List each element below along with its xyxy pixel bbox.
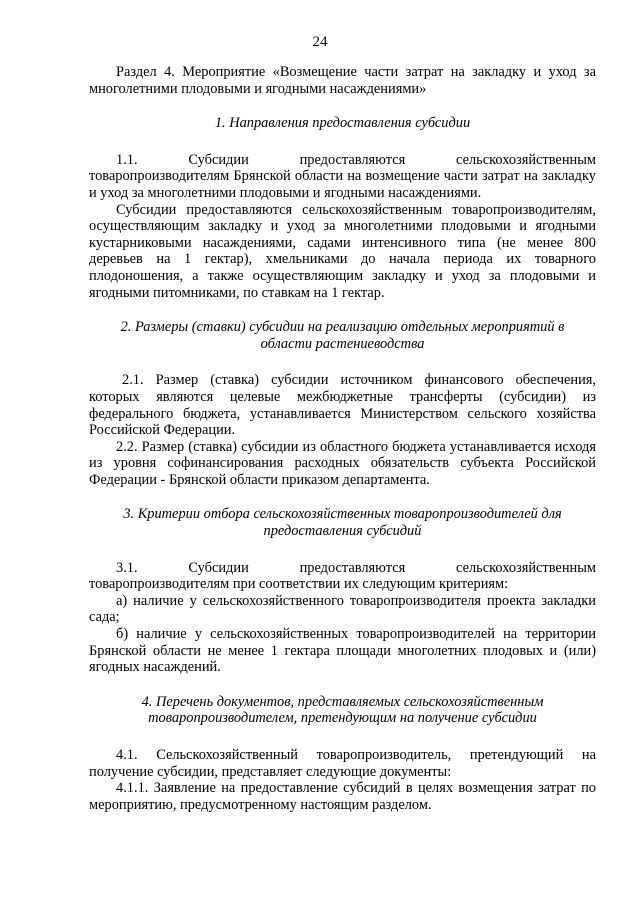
- list-item-a: а) наличие у сельскохозяйственного товаропроизводителя проекта закладки сада;: [89, 592, 596, 626]
- paragraph-1-1: 1.1. Субсидии предоставляются сельскохозяйственным товаропроизводителям Брянской области на возмещение части затрат на закладку и уход за многолетними плодовыми и ягодными насаждениями.: [89, 151, 596, 201]
- heading-2: 2. Размеры (ставки) субсидии на реализацию отдельных мероприятий в области растениеводства: [120, 319, 565, 352]
- paragraph-4-1-1: 4.1.1. Заявление на предоставление субсидий в целях возмещения затрат по мероприятию, предусмотренному настоящим разделом.: [89, 780, 596, 813]
- paragraph-4-1: 4.1. Сельскохозяйственный товаропроизводитель, претендующий на получение субсидии, представляет следующие документы:: [89, 747, 596, 780]
- heading-4: 4. Перечень документов, представляемых сельскохозяйственным товаропроизводителем, претендующим на получение субсидии: [141, 693, 544, 727]
- paragraph-1-2: Субсидии предоставляются сельскохозяйственным товаропроизводителям, осуществляющим закладку и уход за многолетними плодовыми и ягодными кустарниковыми насаждениями, садами интенсивного типа (не менее 800 деревьев на 1 гектар), хмельниками до начала периода их товарного плодоношения, а также осуществляющим закладку и уход за плодовыми и ягодными питомниками, по ставкам на 1 гектар.: [89, 201, 596, 301]
- paragraph-2-1: 2.1. Размер (ставка) субсидии источником финансового обеспечения, которых являются целевые межбюджетные трансферты (субсидии) из федерального бюджета, устанавливается Министерством сельского хозяйства Российской Федерации.: [89, 372, 596, 439]
- page-number: 24: [312, 34, 328, 50]
- document-body: [89, 64, 596, 813]
- paragraph-3-1: 3.1. Субсидии предоставляются сельскохозяйственным товаропроизводителям при соответствии их следующим критериям:: [89, 559, 596, 593]
- heading-3: 3. Критерии отбора сельскохозяйственных товаропроизводителей для предоставления субсидий: [123, 506, 562, 540]
- list-item-b: б) наличие у сельскохозяйственных товаропроизводителей на территории Брянской области не менее 1 гектара площади многолетних плодовых и (или) ягодных насаждений.: [89, 626, 596, 676]
- section-title: Раздел 4. Мероприятие «Возмещение части затрат на закладку и уход за многолетними плодовыми и ягодными насаждениями»: [89, 64, 596, 97]
- heading-1: 1. Направления предоставления субсидии: [214, 115, 471, 132]
- paragraph-2-2: 2.2. Размер (ставка) субсидии из областного бюджета устанавливается исходя из уровня софинансирования расходных обязательств субъекта Российской Федерации - Брянской области приказом департамента.: [89, 438, 596, 488]
